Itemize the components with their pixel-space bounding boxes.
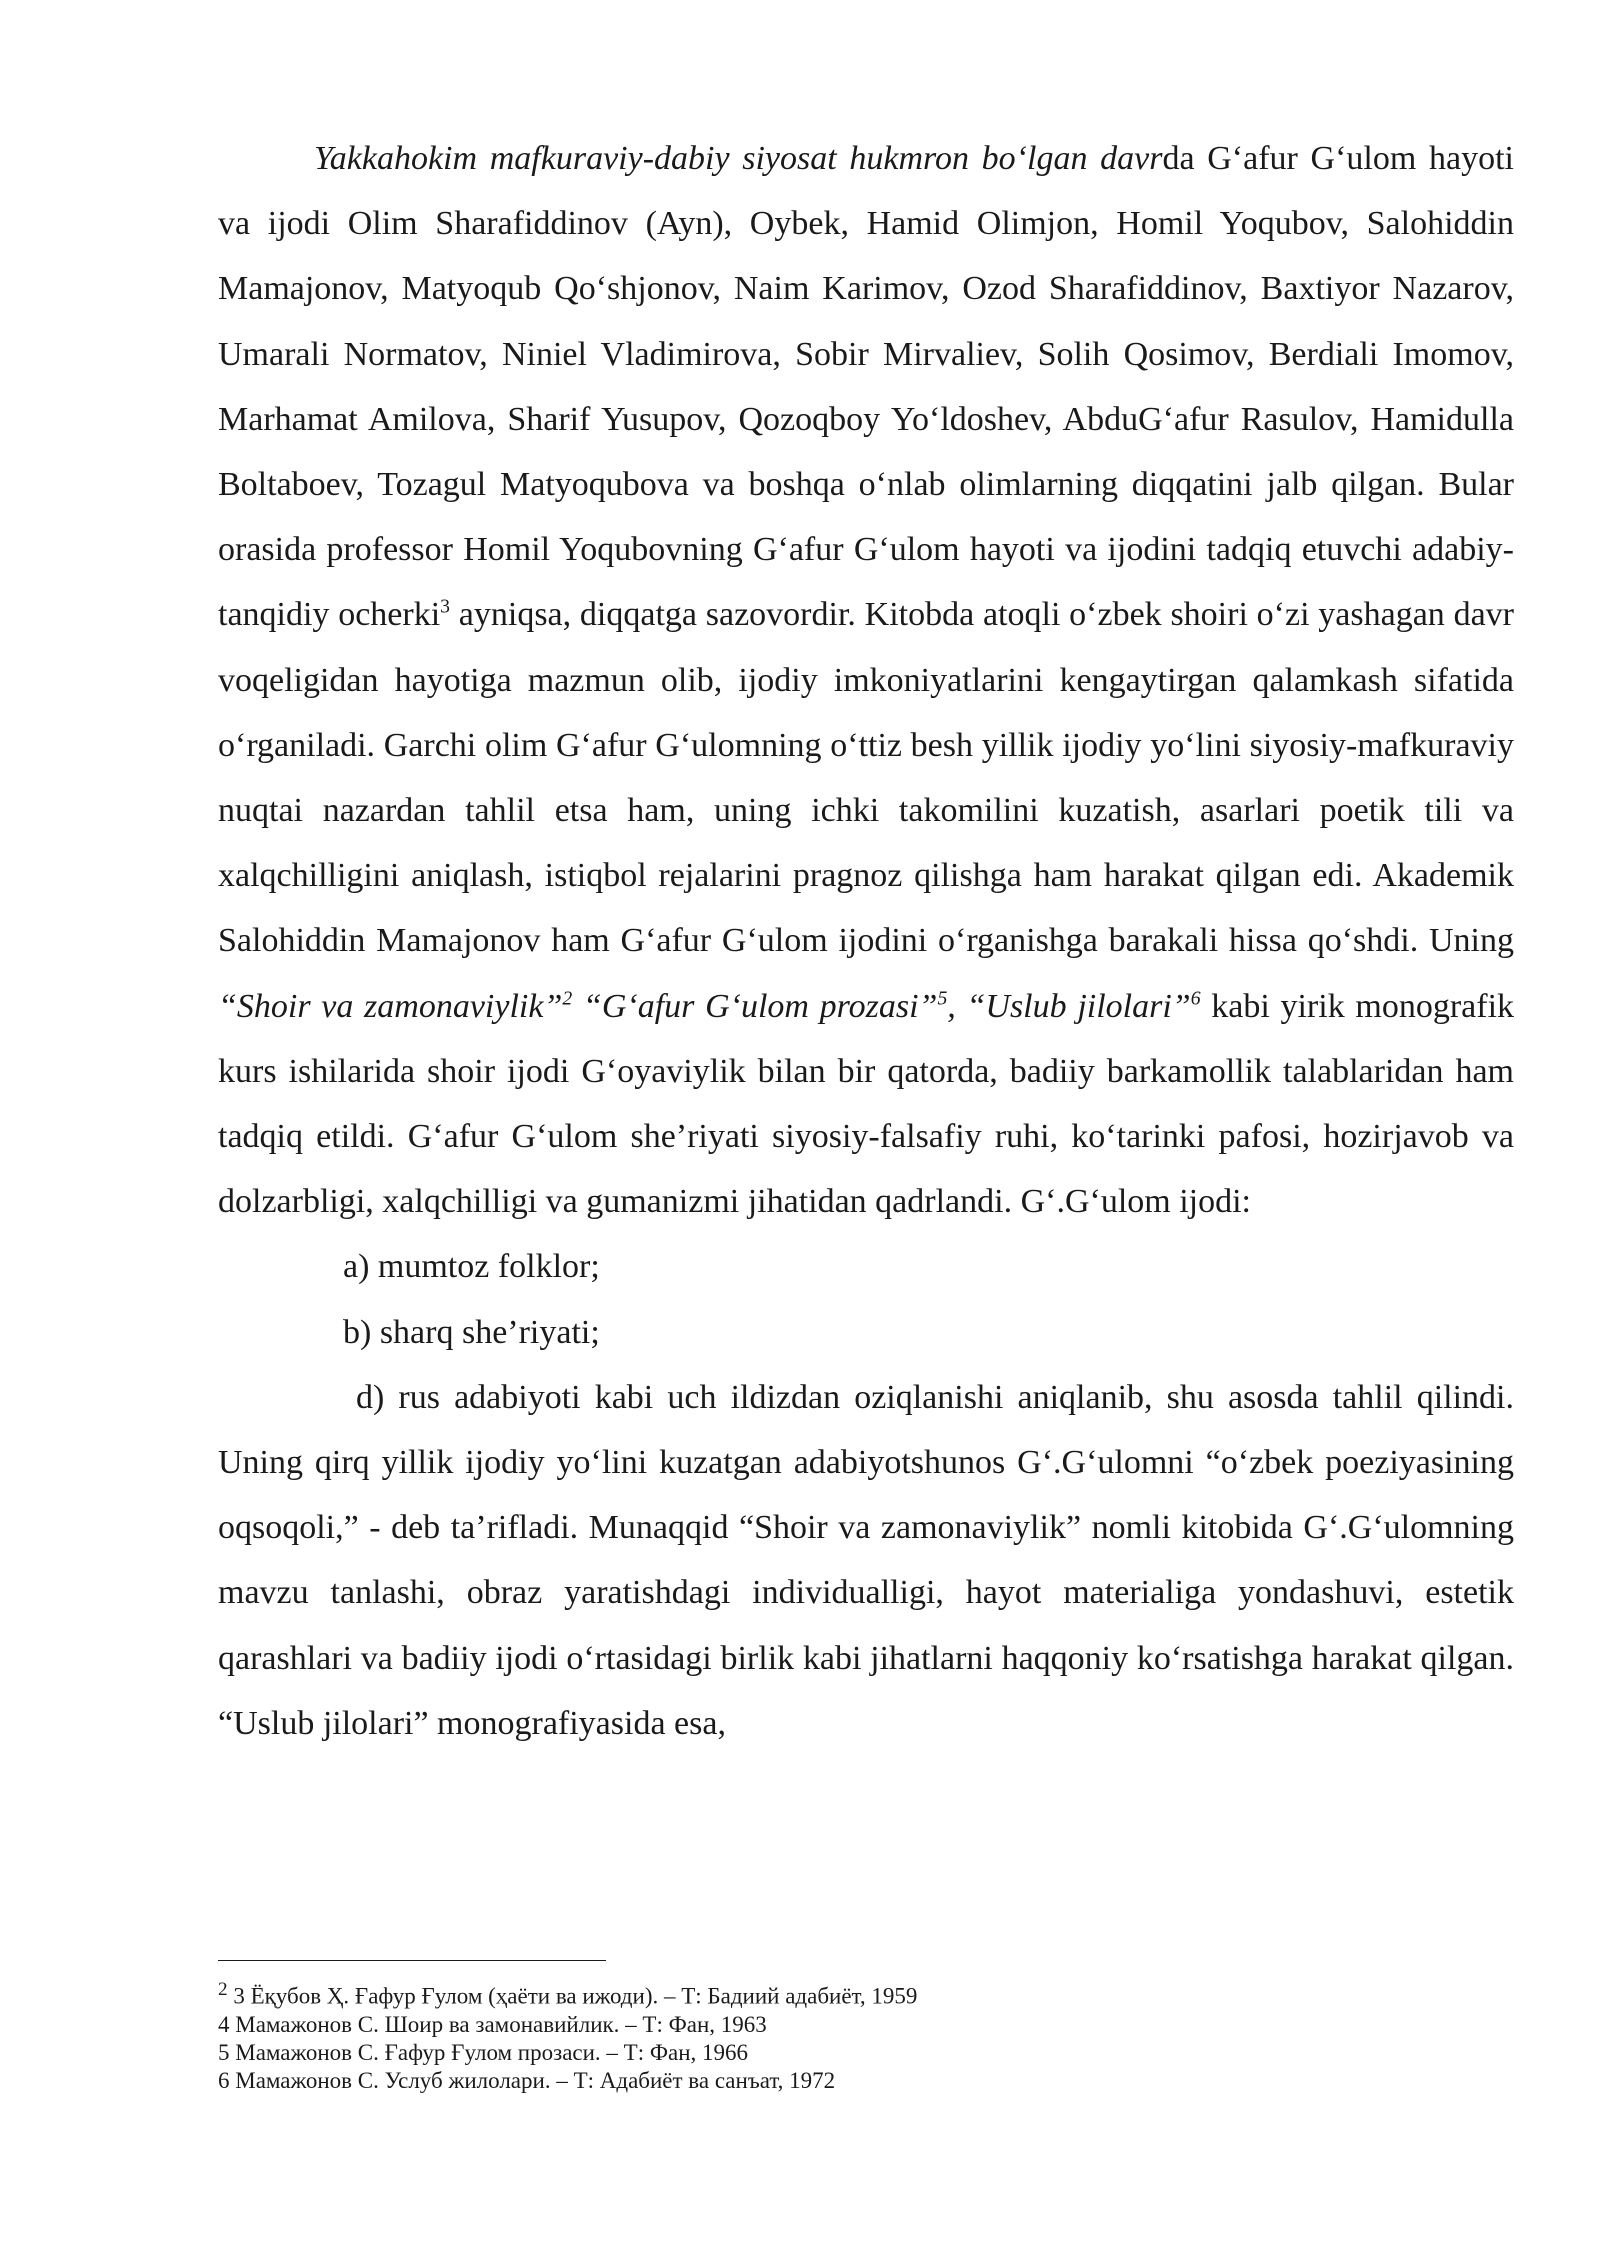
footnote-ref-2: 2 xyxy=(562,987,573,1010)
footnote-line: 4 Мамажонов С. Шоир ва замонавийлик. – Т: Фан, 1963 xyxy=(218,2011,767,2037)
paragraph-2: d) rus adabiyoti kabi uch ildizdan oziqlanishi aniqlanib, shu asosda tahlil qilindi. Uning qirq yillik ijodiy yo‘lini kuzatgan adabiyotshunos G‘.G‘ulomni “o‘zbek poeziyasining oqsoqoli,” - deb ta’rifladi. Munaqqid “Shoir va zamonaviylik” nomli kitobida G‘.G‘ulomning mavzu tanlashi, obraz yaratishdagi individualligi, hayot materialiga yondashuvi, estetik qarashlari va badiiy ijodi o‘rtasidagi birlik kabi jihatlarni haqqoniy ko‘rsatishga harakat qilgan. “Uslub jilolari” monografiyasida esa, xyxy=(218,1378,1514,1742)
list-item-b: b) sharq she’riyati; xyxy=(343,1313,600,1351)
footnote-ref-3: 3 xyxy=(440,596,451,619)
footnote-line: $^2$ 3 Ёқубов Ҳ. Ғафур Ғулом (ҳаёти ва ижоди). – Т: Бадиий адабиёт, 1959 xyxy=(218,1979,918,2009)
main-text xyxy=(218,126,1514,1756)
book-title-shoir: “Shoir va zamonaviylik” xyxy=(218,987,563,1025)
paragraph-1-text-c: kabi yirik monografik kurs ishilarida shoir ijodi G‘oyaviylik bilan bir qatorda, badiiy barkamollik talablaridan ham tadqiq etildi. G‘afur G‘ulom she’riyati siyosiy-falsafiy ruhi, ko‘tarinki pafosi, hozirjavob va dolzarbligi, xalqchilligi va gumanizmi jihatidan qadrlandi. G‘.G‘ulom ijodi: xyxy=(218,987,1515,1221)
footnotes xyxy=(218,1976,1514,2095)
footnote-ref-6: 6 xyxy=(1190,987,1201,1010)
paragraph-1-text-a: da G‘afur G‘ulom hayoti va ijodi Olim Sharafiddinov (Ayn), Oybek, Hamid Olimjon, Homil Yoqubov, Salohiddin Mamajonov, Matyoqub Qo‘shjonov, Naim Karimov, Ozod Sharafiddinov, Baxtiyor Nazarov, Umarali Normatov, Niniel Vladimirova, Sobir Mirvaliev, Solih Qosimov, Berdiali Imomov, Marhamat Amilova, Sharif Yusupov, Qozoqboy Yo‘ldoshev, AbduG‘afur Rasulov, Hamidulla Boltaboev, Tozagul Matyoqubova va boshqa o‘nlab olimlarning diqqatini jalb qilgan. Bular orasida professor Homil Yoqubovning G‘afur G‘ulom hayoti va ijodini tadqiq etuvchi adabiy-tanqidiy ocherki xyxy=(218,140,1514,634)
list-item-a: a) mumtoz folklor; xyxy=(343,1248,600,1286)
footnote-line: 6 Мамажонов С. Услуб жилолари. – Т: Адабиёт ва санъат, 1972 xyxy=(218,2067,836,2093)
paragraph-1-text-b: ayniqsa, diqqatga sazovordir. Kitobda atoqli o‘zbek shoiri o‘zi yashagan davr voqeligidan hayotiga mazmun olib, ijodiy imkoniyatlarini kengaytirgan qalamkash sifatida o‘rganiladi. Garchi olim G‘afur G‘ulomning o‘ttiz besh yillik ijodiy yo‘lini siyosiy-mafkuraviy nuqtai nazardan tahlil etsa ham, uning ichki takomilini kuzatish, asarlari poetik tili va xalqchilligini aniqlash, istiqbol rejalarini pragnoz qilishga ham harakat qilgan edi. Akademik Salohiddin Mamajonov ham G‘afur G‘ulom ijodini o‘rganishga barakali hissa qo‘shdi. Uning xyxy=(218,596,1514,960)
footnote-ref-5: 5 xyxy=(937,987,948,1010)
book-title-proza: “G‘afur G‘ulom prozasi” xyxy=(572,987,938,1025)
intro-italic-phrase: Yakkahokim mafkuraviy-dabiy siyosat hukmron bo‘lgan davr xyxy=(314,140,1163,177)
paragraph-1 xyxy=(218,126,1514,1234)
footnote-separator xyxy=(218,1960,606,1961)
footnote-line: 5 Мамажонов С. Ғафур Ғулом прозаси. – Т: Фан, 1966 xyxy=(218,2039,749,2065)
book-title-uslub: , “Uslub jilolari” xyxy=(947,987,1191,1025)
